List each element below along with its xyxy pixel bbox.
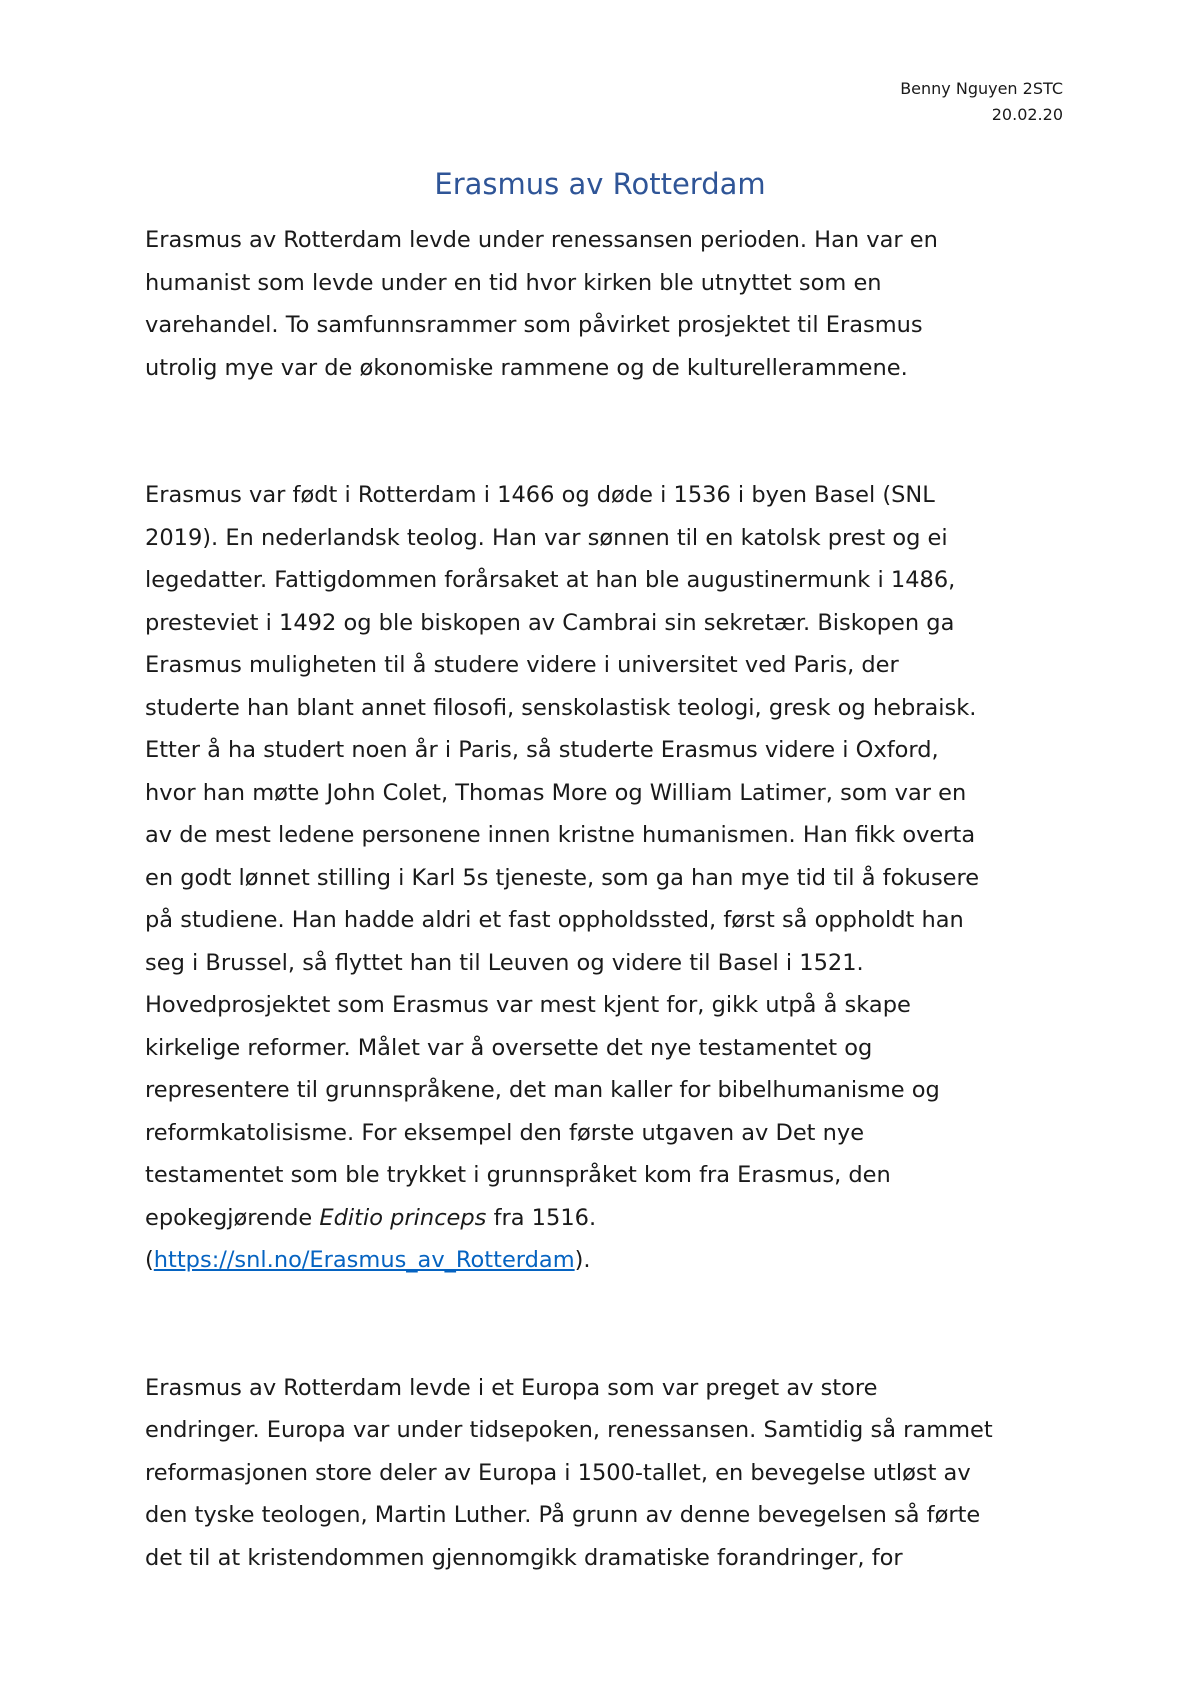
text-line: Erasmus var født i Rotterdam i 1466 og døde i 1536 i byen Basel (SNL bbox=[145, 482, 935, 508]
text-line: det til at kristendommen gjennomgikk dramatiske forandringer, for bbox=[145, 1544, 903, 1571]
citation-line bbox=[145, 1239, 1063, 1282]
text-line: hvor han møtte John Colet, Thomas More og William Latimer, som var en bbox=[145, 779, 967, 806]
text-line: Erasmus av Rotterdam levde i et Europa som var preget av store bbox=[145, 1374, 878, 1401]
text-line: den tyske teologen, Martin Luther. På grunn av denne bevegelsen så førte bbox=[145, 1502, 981, 1528]
snl-source-link[interactable]: https://snl.no/Erasmus_av_Rotterdam bbox=[153, 1247, 575, 1273]
text-line: Hovedprosjektet som Erasmus var mest kjent for, gikk utpå å skape bbox=[145, 992, 911, 1018]
document-body bbox=[145, 219, 1063, 1579]
document-header bbox=[900, 76, 1063, 128]
text-line: på studiene. Han hadde aldri et fast oppholdssted, først så oppholdt han bbox=[145, 907, 964, 933]
citation-close: ). bbox=[574, 1247, 591, 1273]
paragraph-2 bbox=[145, 474, 1063, 1282]
text-line: testamentet som ble trykket i grunnspråket kom fra Erasmus, den bbox=[145, 1162, 891, 1188]
text-line: Erasmus muligheten til å studere videre i universitet ved Paris, der bbox=[145, 652, 899, 678]
text-line: utrolig mye var de økonomiske rammene og de kulturellerammene. bbox=[145, 354, 908, 381]
text-line: representere til grunnspråkene, det man kaller for bibelhumanisme og bbox=[145, 1077, 940, 1103]
paragraph-1 bbox=[145, 219, 1063, 389]
citation-open: ( bbox=[145, 1247, 154, 1273]
text-line: presteviet i 1492 og ble biskopen av Cambrai sin sekretær. Biskopen ga bbox=[145, 609, 955, 636]
text-line: 2019). En nederlandsk teolog. Han var sønnen til en katolsk prest og ei bbox=[145, 524, 948, 551]
text-line: reformkatolisisme. For eksempel den første utgaven av Det nye bbox=[145, 1119, 865, 1146]
date-line: 20.02.20 bbox=[991, 105, 1063, 124]
text-span: fra 1516. bbox=[486, 1204, 597, 1231]
paragraph-3 bbox=[145, 1367, 1063, 1580]
author-line: Benny Nguyen 2STC bbox=[900, 79, 1063, 98]
text-line-with-italic bbox=[145, 1197, 1063, 1240]
text-line: humanist som levde under en tid hvor kirken ble utnyttet som en bbox=[145, 269, 882, 296]
text-span: epokegjørende bbox=[145, 1204, 320, 1231]
text-line: reformasjonen store deler av Europa i 1500-tallet, en bevegelse utløst av bbox=[145, 1459, 971, 1486]
text-line: endringer. Europa var under tidsepoken, renessansen. Samtidig så rammet bbox=[145, 1417, 993, 1443]
text-line: seg i Brussel, så flyttet han til Leuven og videre til Basel i 1521. bbox=[145, 949, 864, 976]
document-title: Erasmus av Rotterdam bbox=[434, 167, 766, 201]
text-line: av de mest ledene personene innen kristne humanismen. Han fikk overta bbox=[145, 822, 976, 848]
text-line: Erasmus av Rotterdam levde under renessansen perioden. Han var en bbox=[145, 227, 938, 253]
text-line: legedatter. Fattigdommen forårsaket at han ble augustinermunk i 1486, bbox=[145, 567, 956, 593]
text-line: Etter å ha studert noen år i Paris, så studerte Erasmus videre i Oxford, bbox=[145, 737, 939, 763]
text-line: kirkelige reformer. Målet var å oversette det nye testamentet og bbox=[145, 1034, 873, 1061]
text-line: varehandel. To samfunnsrammer som påvirket prosjektet til Erasmus bbox=[145, 312, 923, 338]
italic-title: Editio princeps bbox=[319, 1204, 487, 1231]
paragraph-spacer bbox=[145, 389, 1063, 474]
text-line: en godt lønnet stilling i Karl 5s tjeneste, som ga han mye tid til å fokusere bbox=[145, 864, 980, 891]
text-line: studerte han blant annet filosofi, senskolastisk teologi, gresk og hebraisk. bbox=[145, 694, 977, 721]
paragraph-spacer bbox=[145, 1282, 1063, 1367]
